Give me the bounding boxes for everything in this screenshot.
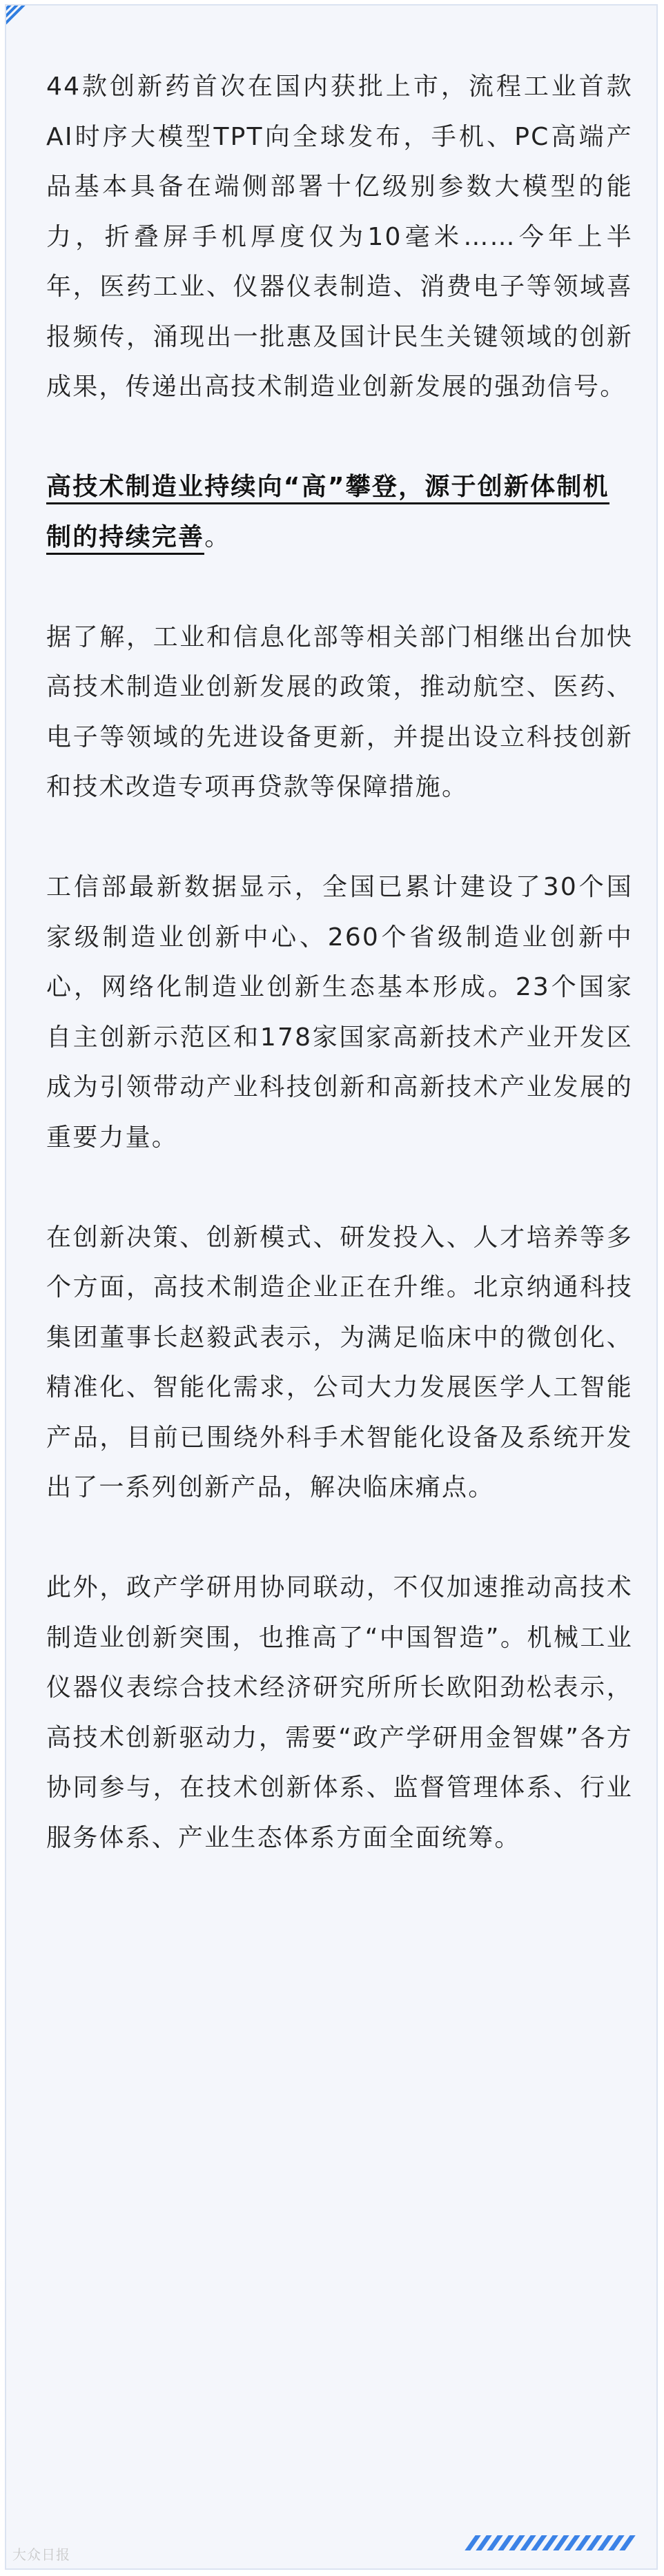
section-heading-tail: 。: [204, 522, 231, 551]
article-frame: [5, 4, 658, 2570]
body-paragraph-collaboration: 此外，政产学研用协同联动，不仅加速推动高技术制造业创新突围，也推高了“中国智造”。机械工业仪器仪表综合技术经济研究所所长欧阳劲松表示，高技术创新驱动力，需要“政产学研用金智媒”各方协同参与，在技术创新体系、监督管理体系、行业服务体系、产业生态体系方面全面统筹。: [46, 1573, 633, 1852]
corner-stripes-decoration: [6, 6, 31, 30]
bottom-stripe-decoration: [463, 2535, 636, 2550]
body-paragraph-policy: 据了解，工业和信息化部等相关部门相继出台加快高技术制造业创新发展的政策，推动航空、医药、电子等领域的先进设备更新，并提出设立科技创新和技术改造专项再贷款等保障措施。: [46, 622, 633, 801]
body-paragraph-enterprise: 在创新决策、创新模式、研发投入、人才培养等多个方面，高技术制造企业正在升维。北京纳通科技集团董事长赵毅武表示，为满足临床中的微创化、精准化、智能化需求，公司大力发展医学人工智能产品，目前已围绕外科手术智能化设备及系统开发出了一系列创新产品，解决临床痛点。: [46, 1223, 633, 1502]
section-heading-text: 高技术制造业持续向“高”攀登，源于创新体制机制的持续完善: [46, 473, 609, 555]
section-heading: [46, 462, 633, 562]
article-body: [46, 62, 633, 1863]
watermark-text: 大众日报: [12, 2546, 70, 2563]
intro-paragraph: 44款创新药首次在国内获批上市，流程工业首款AI时序大模型TPT向全球发布，手机、PC高端产品基本具备在端侧部署十亿级别参数大模型的能力，折叠屏手机厚度仅为10毫米……今年上半年，医药工业、仪器仪表制造、消费电子等领域喜报频传，涌现出一批惠及国计民生关键领域的创新成果，传递出高技术制造业创新发展的强劲信号。: [46, 72, 633, 401]
body-paragraph-data: 工信部最新数据显示，全国已累计建设了30个国家级制造业创新中心、260个省级制造业创新中心，网络化制造业创新生态基本形成。23个国家自主创新示范区和178家国家高新技术产业开发区成为引领带动产业科技创新和高新技术产业发展的重要力量。: [46, 873, 633, 1152]
